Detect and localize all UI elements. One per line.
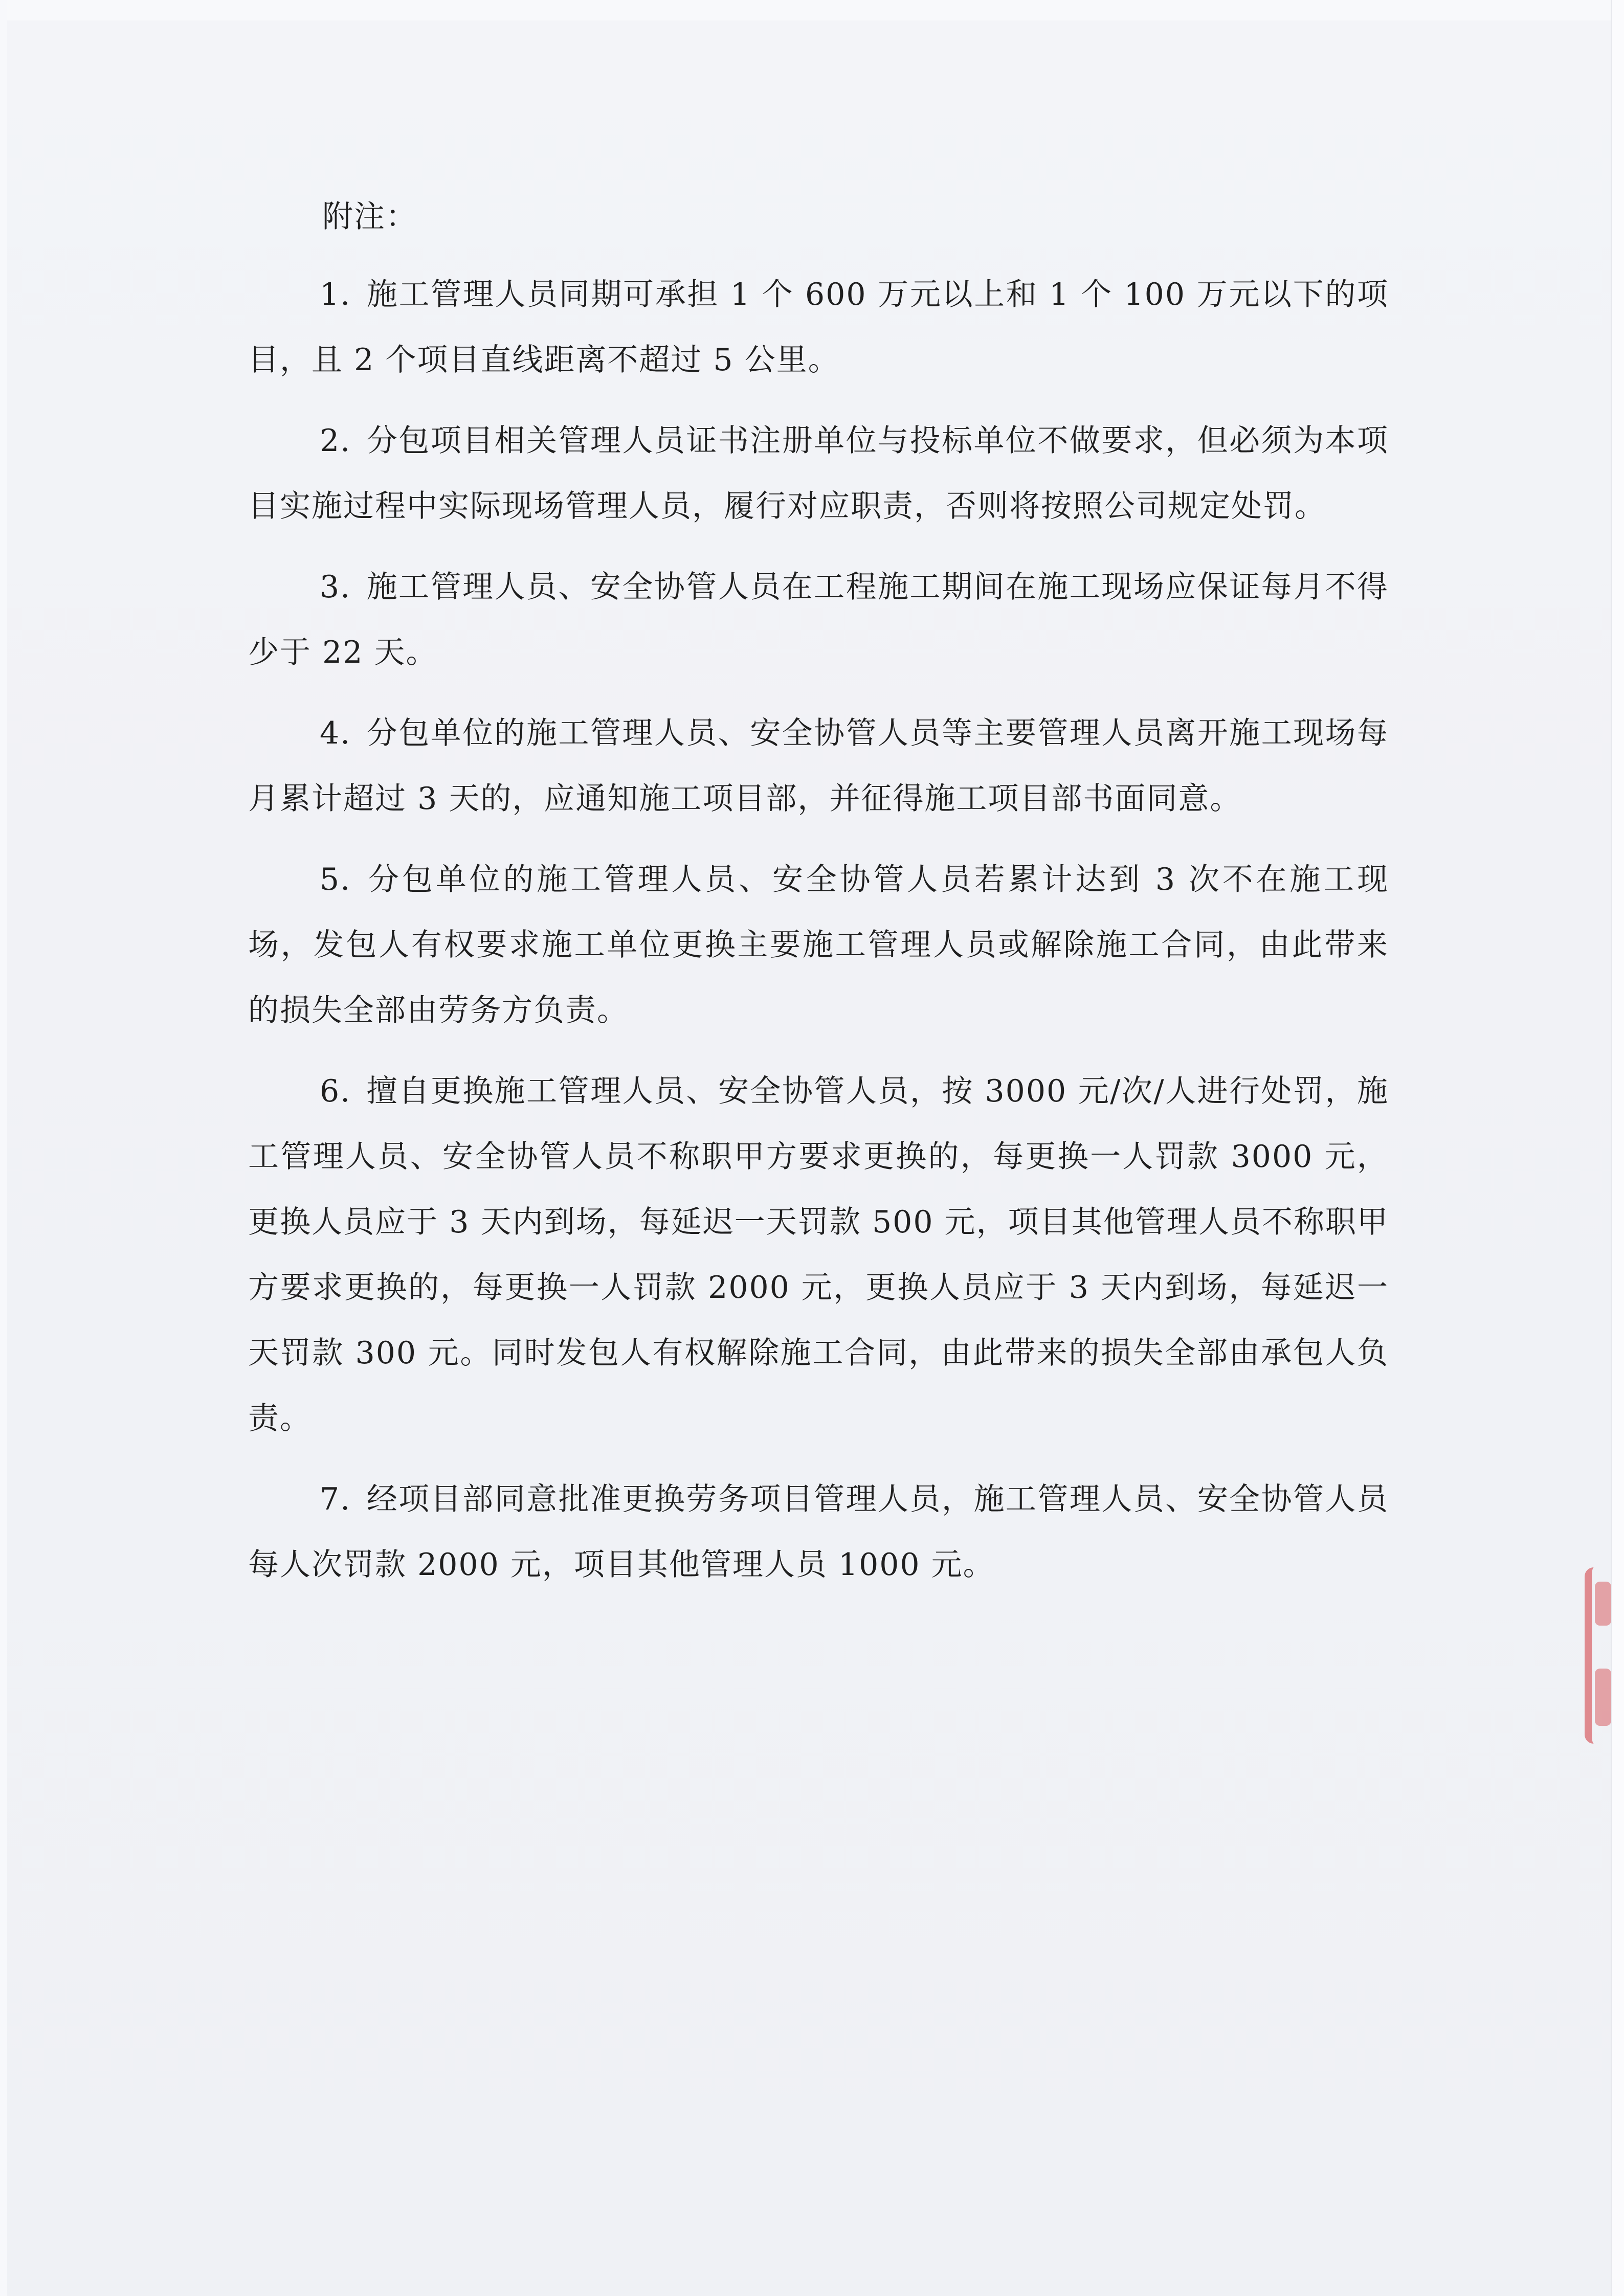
note-text: 擅自更换施工管理人员、安全协管人员，按 3000 元/次/人进行处罚，施工管理人员、安全协管人员不称职甲方要求更换的，每更换一人罚款 3000 元，更换人员应于 3 天内到场，每延迟一天罚款 500 元，项目其他管理人员不称职甲方要求更换的，每更换一人罚款 2000 元，更换人员应于 3 天内到场，每延迟一天罚款 300 元。同时发包人有权解除施工合同，由此带来的损失全部由承包人负责。 <box>248 1073 1389 1436</box>
note-item-7 <box>248 1467 1389 1597</box>
note-number: 1. <box>320 277 351 312</box>
note-number: 4. <box>320 715 351 751</box>
page-right-edge <box>1611 0 1624 2296</box>
notes-list <box>248 262 1389 1597</box>
note-text: 分包单位的施工管理人员、安全协管人员若累计达到 3 次不在施工现场，发包人有权要求施工单位更换主要施工管理人员或解除施工合同，由此带来的损失全部由劳务方负责。 <box>248 862 1389 1028</box>
note-text: 施工管理人员、安全协管人员在工程施工期间在施工现场应保证每月不得少于 22 天。 <box>248 569 1389 670</box>
note-number: 7. <box>320 1481 351 1517</box>
page-top-edge <box>0 0 1624 20</box>
note-text: 分包单位的施工管理人员、安全协管人员等主要管理人员离开施工现场每月累计超过 3 天的，应通知施工项目部，并征得施工项目部书面同意。 <box>248 715 1389 817</box>
page-left-edge <box>0 0 7 2296</box>
note-item-4 <box>248 701 1389 831</box>
note-number: 5. <box>320 862 351 897</box>
note-number: 3. <box>320 569 351 605</box>
note-item-5 <box>248 847 1389 1043</box>
red-seal-fragment <box>1585 1567 1615 1744</box>
note-number: 2. <box>320 423 351 459</box>
note-item-1 <box>248 262 1389 393</box>
note-item-6 <box>248 1059 1389 1451</box>
note-text: 分包项目相关管理人员证书注册单位与投标单位不做要求，但必须为本项目实施过程中实际现场管理人员，履行对应职责，否则将按照公司规定处罚。 <box>248 423 1389 524</box>
note-number: 6. <box>320 1073 351 1109</box>
document-content <box>248 189 1389 1613</box>
note-text: 经项目部同意批准更换劳务项目管理人员，施工管理人员、安全协管人员每人次罚款 2000 元，项目其他管理人员 1000 元。 <box>248 1481 1389 1583</box>
notes-heading: 附注： <box>322 199 417 235</box>
note-text: 施工管理人员同期可承担 1 个 600 万元以上和 1 个 100 万元以下的项目，且 2 个项目直线距离不超过 5 公里。 <box>248 277 1389 378</box>
note-item-3 <box>248 554 1389 685</box>
note-item-2 <box>248 408 1389 539</box>
